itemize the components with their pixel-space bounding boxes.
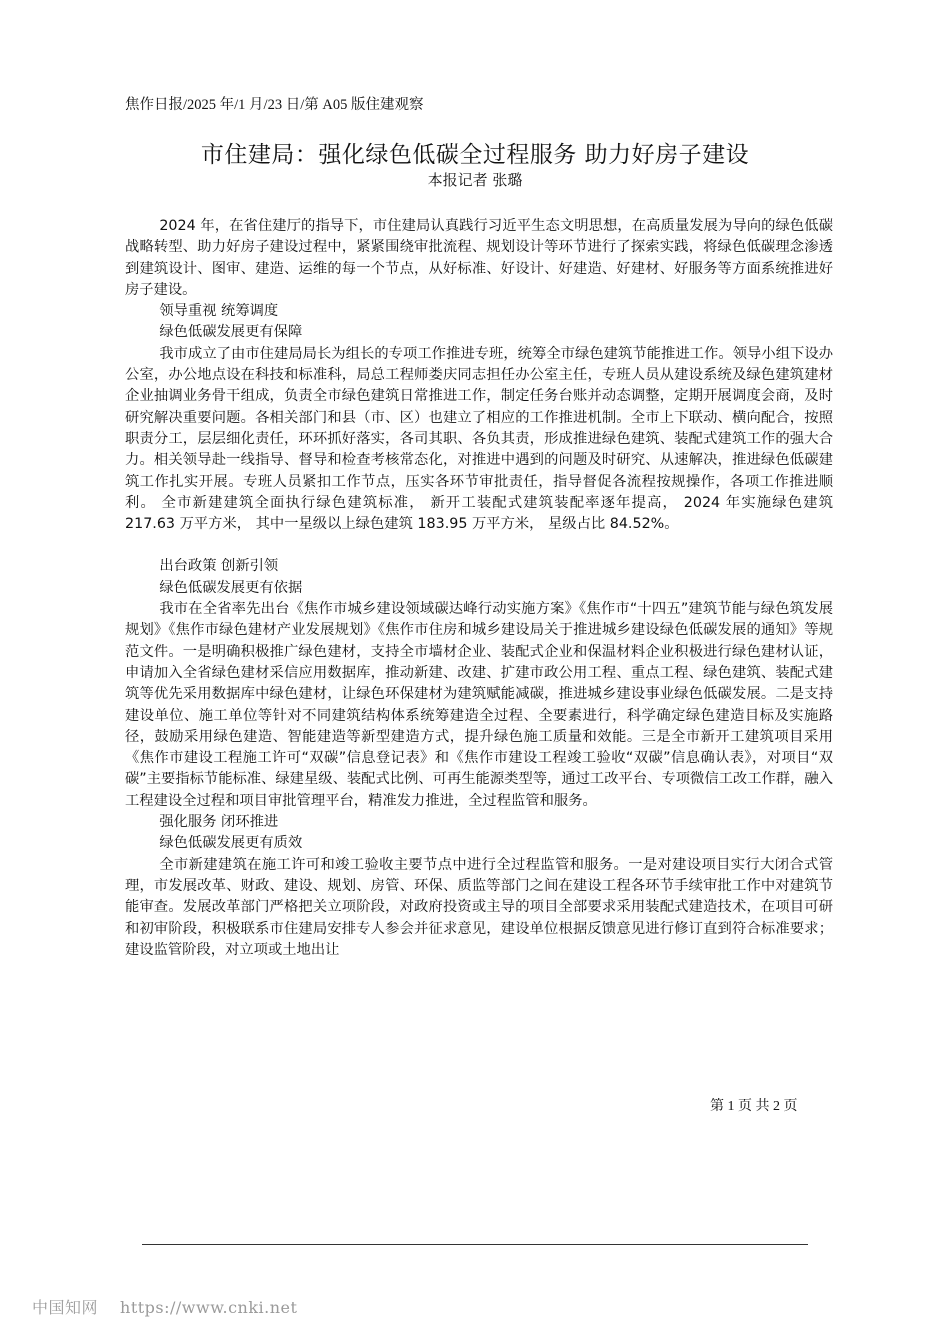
section-paragraph: 我市成立了由市住建局局长为组长的专项工作推进专班，统筹全市绿色建筑节能推进工作。领导小组下设办公室，办公地点设在科技和标准科，局总工程师娄庆同志担任办公室主任，专班人员从建设系统及绿色建筑建材企业抽调业务骨干组成，负责全市绿色建筑日常推进工作，制定任务台账并动态调整，定期开展调度会商，及时研究解决重要问题。各相关部门和县（市、区）也建立了相应的工作推进机制。全市上下联动、横向配合，按照职责分工，层层细化责任，环环抓好落实，各司其职、各负其责，形成推进绿色建筑、装配式建筑工作的强大合力。相关领导赴一线指导、督导和检查考核常态化，对推进中遇到的问题及时研究、从速解决，推进绿色低碳建筑工作扎实开展。专班人员紧扣工作节点，压实各环节审批责任，指导督促各流程按规操作，各项工作推进顺利。 全市新建建筑全面执行绿色建筑标准， 新开工装配式建筑装配率逐年提高， 2024 年实施绿色建筑 217.63 万平方米， 其中一星级以上绿色建筑 183.95 万平方米， 星级占比 84.52%。 [125, 345, 833, 533]
section-subheading: 绿色低碳发展更有依据 [159, 579, 303, 596]
watermark-url[interactable]: https://www.cnki.net [120, 1298, 298, 1317]
section-subheading: 绿色低碳发展更有质效 [159, 835, 303, 852]
cnki-watermark [32, 1295, 297, 1318]
article-body [125, 216, 833, 961]
section-paragraph: 我市在全省率先出台《焦作市城乡建设领域碳达峰行动实施方案》《焦作市“十四五”建筑节能与绿色筑发展规划》《焦作市绿色建材产业发展规划》《焦作市住房和城乡建设局关于推进城乡建设绿色低碳发展的通知》等规范文件。一是明确积极推广绿色建材，支持全市墙材企业、装配式企业和保温材料企业积极进行绿色建材认证，申请加入全省绿色建材采信应用数据库，推动新建、改建、扩建市政公用工程、重点工程、绿色建筑、装配式建筑等优先采用数据库中绿色建材，让绿色环保建材为建筑赋能减碳，推进城乡建设事业绿色低碳发展。二是支持建设单位、施工单位等针对不同建筑结构体系统筹建造全过程、全要素进行，科学确定绿色建造目标及实施路径，鼓励采用绿色建造、智能建造等新型建造方式，提升绿色施工质量和效能。三是全市新开工建筑项目采用《焦作市建设工程施工许可“双碳”信息登记表》和《焦作市建设工程竣工验收“双碳”信息确认表》，对项目“双碳”主要指标节能标准、绿建星级、装配式比例、可再生能源类型等，通过工改平台、专项微信工改工作群，融入工程建设全过程和项目审批管理平台，精准发力推进，全过程监管和服务。 [125, 601, 833, 809]
source-line: 焦作日报/2025 年/1 月/23 日/第 A05 版住建观察 [125, 97, 424, 113]
section-heading: 出台政策 创新引领 [159, 558, 279, 575]
section-heading: 强化服务 闭环推进 [159, 814, 279, 831]
section-paragraph: 全市新建建筑在施工许可和竣工验收主要节点中进行全过程监管和服务。一是对建设项目实行大闭合式管理，市发展改革、财政、建设、规划、房管、环保、质监等部门之间在建设工程各环节手续审批工作中对建筑节能审查。发展改革部门严格把关立项阶段，对政府投资或主导的项目全部要求采用装配式建造技术，在项目可研和初审阶段，积极联系市住建局安排专人参会并征求意见，建设单位根据反馈意见进行修订直到符合标准要求；建设监管阶段，对立项或土地出让 [125, 856, 833, 958]
watermark-text: 中国知网 [32, 1298, 99, 1317]
section-heading: 领导重视 统筹调度 [159, 303, 279, 320]
article-title: 市住建局：强化绿色低碳全过程服务 助力好房子建设 [200, 142, 750, 168]
intro-paragraph: 2024 年，在省住建厅的指导下，市住建局认真践行习近平生态文明思想，在高质量发展为导向的绿色低碳战略转型、助力好房子建设过程中，紧紧围绕审批流程、规划设计等环节进行了探索实践，将绿色低碳理念渗透到建筑设计、图审、建造、运维的每一个节点，从好标准、好设计、好建造、好建材、好服务等方面系统推进好房子建设。 [125, 218, 833, 298]
page-number: 第 1 页 共 2 页 [710, 1099, 798, 1114]
section-subheading: 绿色低碳发展更有保障 [159, 324, 303, 341]
paragraph-gap [125, 535, 833, 556]
footer-divider [142, 1244, 808, 1245]
byline: 本报记者 张璐 [427, 171, 523, 189]
